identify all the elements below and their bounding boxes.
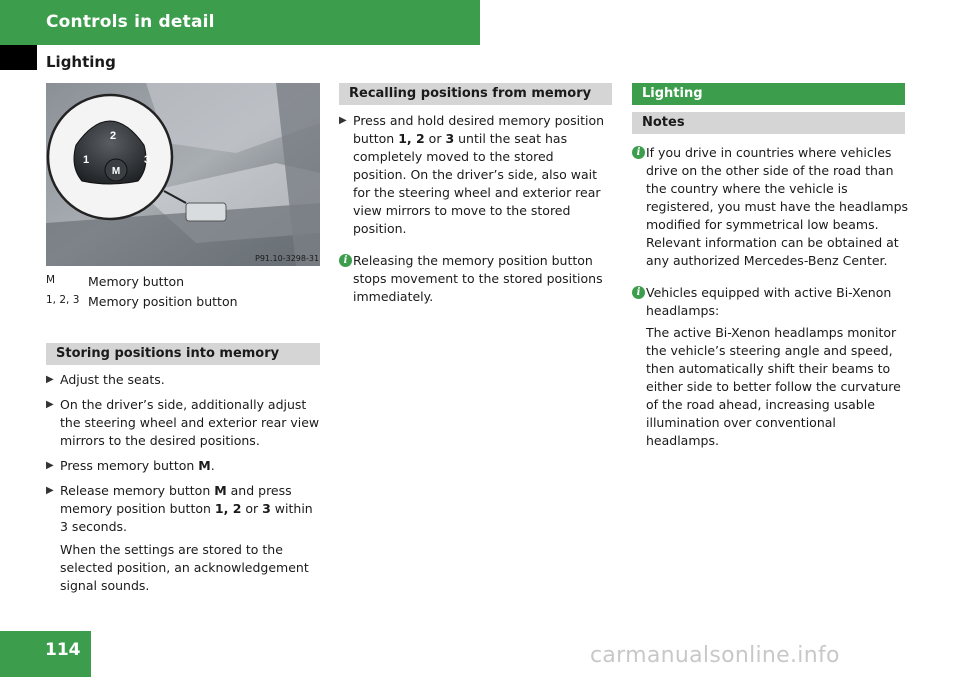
info-note: i If you drive in countries where vehicles drive on the other side of the road than the country where the vehicle is registered, you must have the headlamps modified for symmetrical low beams. Relevant information can be obtained at any authorized Mercedes-Benz Center. — [632, 144, 909, 270]
step-result: When the settings are stored to the selected position, an acknowledgement signal sounds. — [60, 542, 309, 593]
legend-key: M — [46, 274, 56, 286]
legend-text: Memory button — [88, 274, 185, 289]
page-number: 114 — [45, 640, 81, 660]
memory-buttons-photo — [46, 83, 320, 266]
recalling-content — [339, 112, 611, 320]
instruction-step: ▶ Press and hold desired memory position button 1, 2 or 3 until the seat has completely moved to the stored position. On the driver’s side, also wait for the steering wheel and exterior rear view mirrors to move to the stored position. — [339, 113, 605, 236]
instruction-step: ▶ On the driver’s side, additionally adjust the steering wheel and exterior rear view mirrors to the desired positions. — [46, 397, 320, 448]
arrow-bullet-icon: ▶ — [339, 115, 347, 126]
section-marker — [0, 45, 37, 70]
arrow-bullet-icon: ▶ — [46, 485, 54, 496]
legend-key: 1, 2, 3 — [46, 294, 80, 306]
info-note: i Vehicles equipped with active Bi-Xenon headlamps: The active Bi-Xenon headlamps monitor the vehicle’s steering angle and speed, then automatically shift their beams to either side to better follow the curvature of the road ahead, increasing usable illumination over conventional headlamps. — [632, 284, 909, 450]
storing-heading: Storing positions into memory — [46, 343, 320, 365]
arrow-bullet-icon: ▶ — [46, 460, 54, 471]
info-note: i Releasing the memory position button stops movement to the stored positions immediately. — [339, 252, 611, 306]
instruction-step: ▶ Adjust the seats. — [46, 372, 165, 387]
lighting-heading: Lighting — [632, 83, 905, 105]
arrow-bullet-icon: ▶ — [46, 374, 54, 385]
instruction-step: ▶ Press memory button M. — [46, 458, 215, 473]
button-1-label: 1 — [82, 154, 90, 166]
button-m-label: M — [111, 166, 121, 177]
info-icon: i — [339, 254, 352, 267]
instruction-step: ▶ Release memory button M and press memory position button 1, 2 or 3 within 3 seconds. — [46, 483, 313, 534]
arrow-bullet-icon: ▶ — [46, 399, 54, 410]
section-title: Lighting — [46, 53, 116, 71]
info-icon: i — [632, 286, 645, 299]
lighting-notes — [632, 144, 909, 464]
button-3-label: 3 — [143, 154, 151, 166]
info-icon: i — [632, 146, 645, 159]
figure-code: P91.10-3298-31 — [255, 254, 320, 263]
notes-heading: Notes — [632, 112, 905, 134]
watermark: carmanualsonline.info — [590, 643, 840, 668]
chapter-title: Controls in detail — [46, 12, 215, 32]
seat-door-illustration — [46, 83, 320, 266]
legend-text: Memory position button — [88, 294, 238, 309]
storing-steps — [46, 371, 324, 595]
button-2-label: 2 — [109, 130, 117, 142]
recalling-heading: Recalling positions from memory — [339, 83, 612, 105]
